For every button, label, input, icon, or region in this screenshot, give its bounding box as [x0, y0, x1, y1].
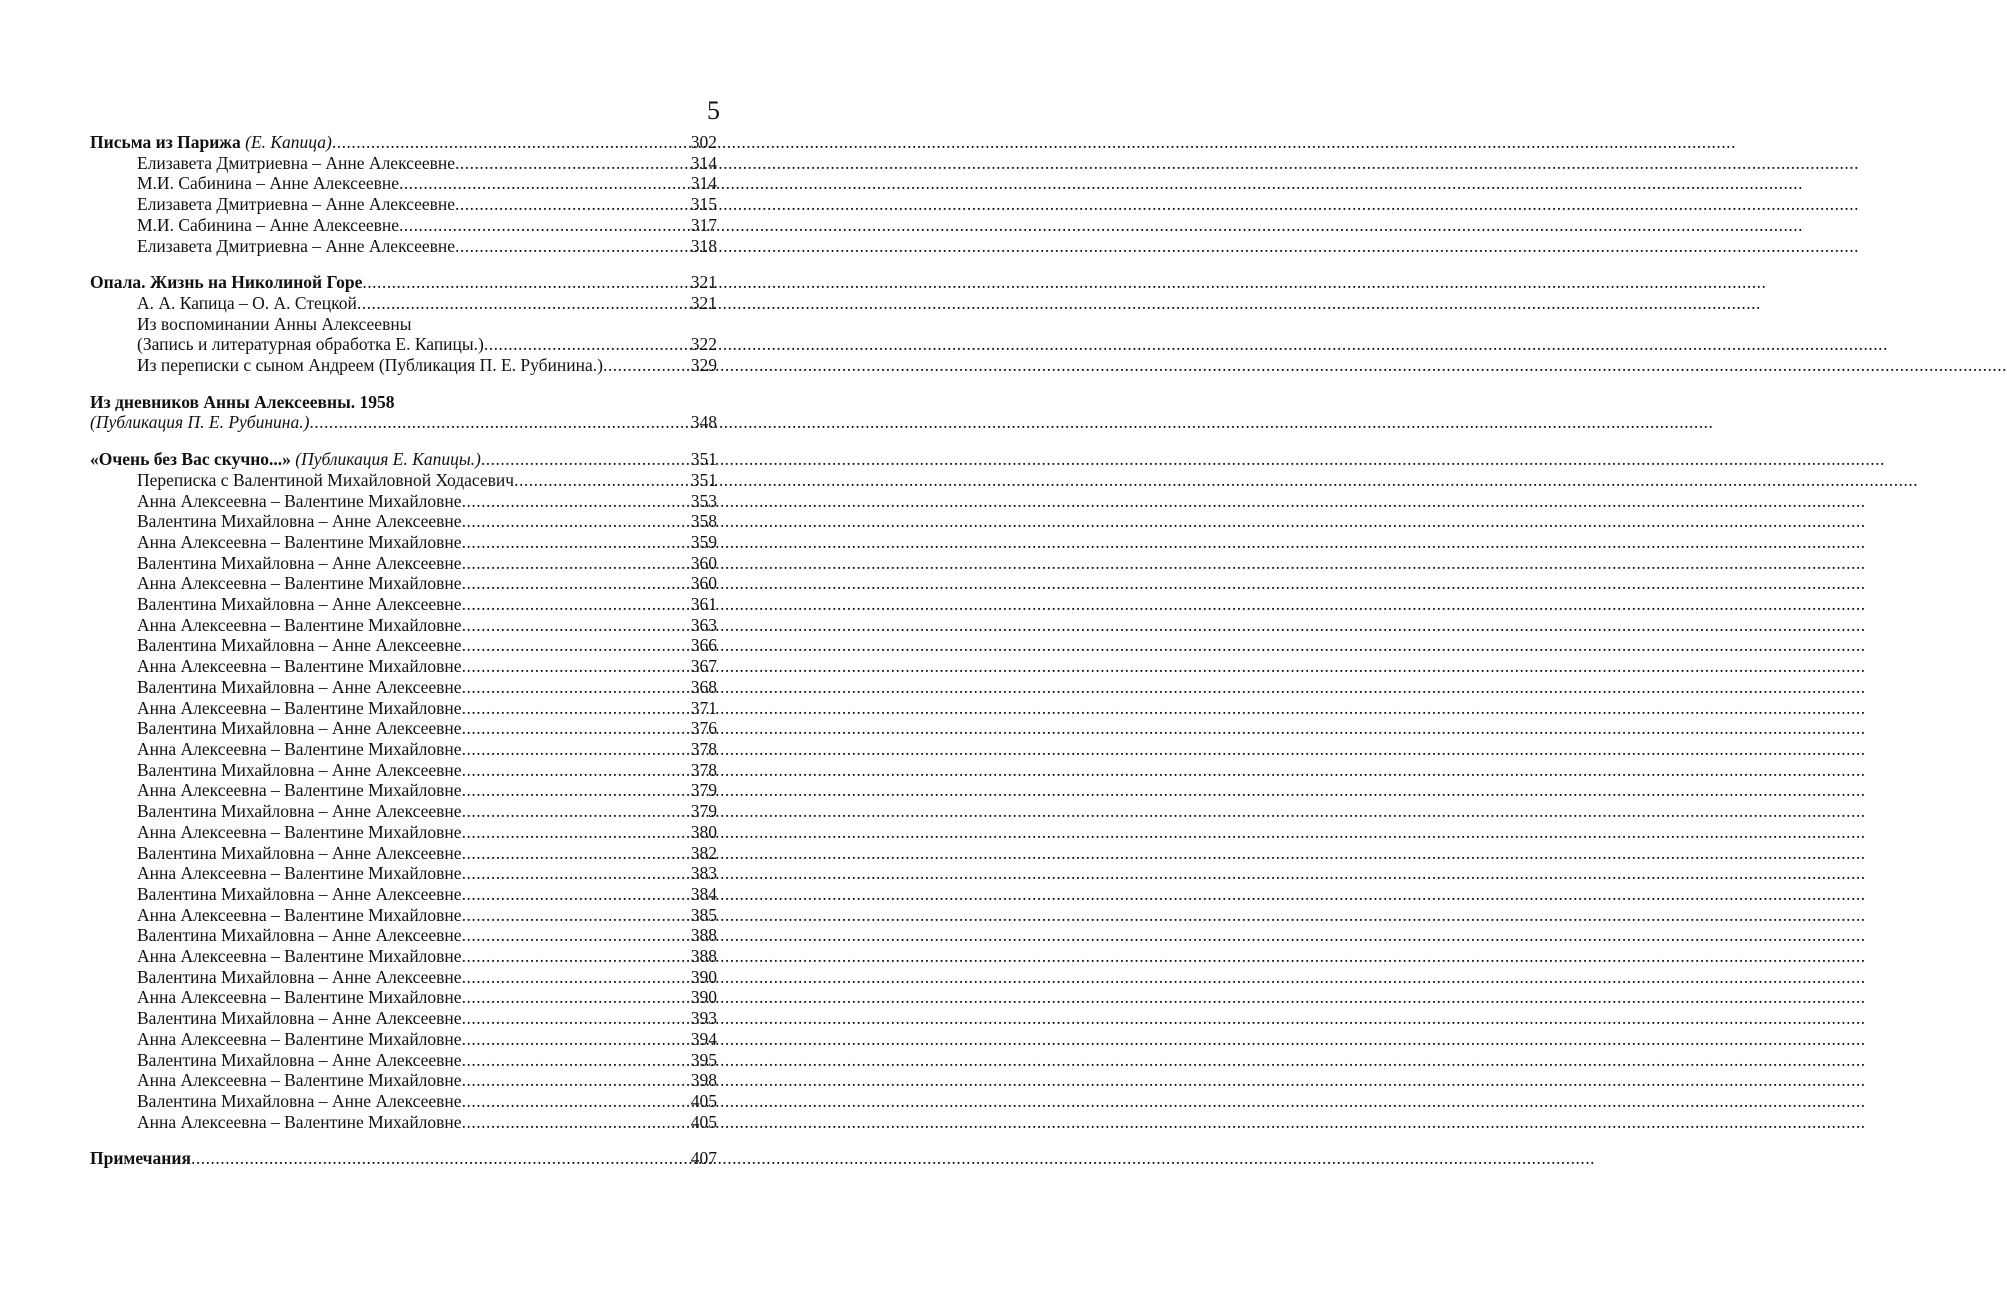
entry-title: Анна Алексеевна – Валентине Михайловне	[137, 1111, 462, 1132]
dot-leader	[462, 925, 689, 946]
dot-leader	[462, 760, 689, 781]
dot-leader	[462, 967, 689, 988]
toc-entry[interactable]	[90, 822, 717, 843]
toc-entry[interactable]	[90, 635, 717, 656]
toc-section-opala[interactable]	[90, 272, 717, 293]
toc-entry[interactable]	[90, 153, 717, 174]
toc-entry[interactable]	[90, 987, 717, 1008]
toc-entry[interactable]	[90, 760, 717, 781]
dot-leader	[462, 884, 689, 905]
toc-entry[interactable]	[90, 884, 717, 905]
dot-leader	[462, 573, 689, 594]
toc-entry[interactable]	[90, 863, 717, 884]
page-ref: 376	[690, 718, 717, 739]
toc-entry[interactable]	[90, 698, 717, 719]
section-title: Примечания	[90, 1148, 191, 1169]
toc-entry[interactable]	[90, 615, 717, 636]
entry-title: Валентина Михайловна – Анне Алексеевне	[137, 1049, 462, 1070]
dot-leader	[462, 801, 689, 822]
toc-entry[interactable]	[90, 573, 717, 594]
entry-title: Валентина Михайловна – Анне Алексеевне	[137, 1090, 462, 1111]
entry-title: Валентина Михайловна – Анне Алексеевне	[137, 594, 462, 615]
toc-entry[interactable]	[90, 718, 717, 739]
page-ref: 379	[690, 780, 717, 801]
page-ref: 314	[690, 173, 717, 194]
toc-section-paris[interactable]	[90, 132, 717, 153]
entry-title: Елизавета Дмитриевна – Анне Алексеевне	[137, 152, 456, 173]
dot-leader	[462, 843, 689, 864]
page-ref: 361	[690, 594, 717, 615]
toc-entry[interactable]	[90, 1050, 717, 1071]
dot-leader	[462, 594, 689, 615]
entry-title: Анна Алексеевна – Валентине Михайловне	[137, 697, 462, 718]
toc-entry[interactable]	[90, 925, 717, 946]
dot-leader	[399, 215, 689, 236]
entry-title: Анна Алексеевна – Валентине Михайловне	[137, 490, 462, 511]
page-ref: 394	[690, 1028, 717, 1049]
page-ref: 321	[690, 272, 717, 293]
page-ref: 384	[690, 883, 717, 904]
entry-title: Валентина Михайловна – Анне Алексеевне	[137, 883, 462, 904]
page-ref: 314	[690, 152, 717, 173]
dot-leader	[462, 615, 689, 636]
dot-leader	[462, 532, 689, 553]
page-ref: 405	[690, 1111, 717, 1132]
toc-section-notes[interactable]	[90, 1148, 717, 1169]
entry-title: Переписка с Валентиной Михайловной Ходасевич	[137, 469, 515, 490]
toc-entry[interactable]	[90, 905, 717, 926]
section-author: (Е. Капица)	[245, 132, 332, 152]
dot-leader	[462, 1029, 689, 1050]
entry-title: Валентина Михайловна – Анне Алексеевне	[137, 635, 462, 656]
toc-entry[interactable]	[90, 491, 717, 512]
entry-title: Анна Алексеевна – Валентине Михайловне	[137, 656, 462, 677]
dot-leader	[462, 698, 689, 719]
entry-title-line[interactable]: Из воспоминании Анны Алексеевны	[137, 313, 412, 334]
toc-entry[interactable]	[90, 843, 717, 864]
entry-title: Валентина Михайловна – Анне Алексеевне	[137, 801, 462, 822]
toc-entry[interactable]	[90, 946, 717, 967]
page-ref: 329	[690, 355, 717, 376]
dot-leader	[462, 1112, 689, 1133]
toc-section-boring[interactable]	[90, 449, 717, 470]
entry-title: Анна Алексеевна – Валентине Михайловне	[137, 531, 462, 552]
dot-leader	[462, 946, 689, 967]
table-of-contents	[90, 132, 717, 1169]
page-ref: 348	[690, 412, 717, 433]
entry-title: Из переписки с сыном Андреем (Публикация П. Е. Рубинина.)	[137, 355, 603, 376]
dot-leader	[462, 739, 689, 760]
toc-entry[interactable]	[90, 511, 717, 532]
entry-title: Анна Алексеевна – Валентине Михайловне	[137, 738, 462, 759]
page-ref: 407	[690, 1148, 717, 1169]
entry-title: Елизавета Дмитриевна – Анне Алексеевне	[137, 194, 456, 215]
page-ref: 388	[690, 925, 717, 946]
entry-title: Валентина Михайловна – Анне Алексеевне	[137, 718, 462, 739]
dot-leader	[455, 194, 689, 215]
entry-title: Валентина Михайловна – Анне Алексеевне	[137, 552, 462, 573]
entry-title: Анна Алексеевна – Валентине Михайловне	[137, 821, 462, 842]
dot-leader	[462, 987, 689, 1008]
page-ref: 351	[690, 449, 717, 470]
dot-leader	[462, 553, 689, 574]
dot-leader	[484, 334, 689, 355]
entry-title: Анна Алексеевна – Валентине Михайловне	[137, 1070, 462, 1091]
dot-leader	[462, 780, 689, 801]
page-ref: 322	[690, 334, 717, 355]
toc-entry[interactable]	[90, 173, 717, 194]
page-ref: 368	[690, 676, 717, 697]
entry-title: Валентина Михайловна – Анне Алексеевне	[137, 966, 462, 987]
dot-leader	[462, 822, 689, 843]
page-ref: 359	[690, 531, 717, 552]
page-ref: 385	[690, 904, 717, 925]
page-ref: 393	[690, 1008, 717, 1029]
page-ref: 315	[690, 194, 717, 215]
page-ref: 379	[690, 801, 717, 822]
entry-title: Анна Алексеевна – Валентине Михайловне	[137, 780, 462, 801]
toc-entry[interactable]	[90, 1029, 717, 1050]
entry-title: Валентина Михайловна – Анне Алексеевне	[137, 511, 462, 532]
dot-leader	[455, 153, 689, 174]
entry-title: М.И. Сабинина – Анне Алексеевне	[137, 214, 400, 235]
toc-entry[interactable]	[90, 470, 717, 491]
toc-entry[interactable]	[90, 194, 717, 215]
toc-entry[interactable]	[90, 780, 717, 801]
dot-leader	[455, 236, 689, 257]
toc-entry[interactable]	[90, 532, 717, 553]
dot-leader	[462, 905, 689, 926]
entry-title: Анна Алексеевна – Валентине Михайловне	[137, 863, 462, 884]
page-ref: 378	[690, 738, 717, 759]
page-ref: 371	[690, 697, 717, 718]
entry-title: А. А. Капица – О. А. Стецкой	[137, 292, 357, 313]
dot-leader	[462, 677, 689, 698]
entry-title: Елизавета Дмитриевна – Анне Алексеевне	[137, 235, 456, 256]
dot-leader	[462, 656, 689, 677]
toc-section-diaries-sub[interactable]	[90, 412, 717, 433]
page-ref: 380	[690, 821, 717, 842]
entry-title: Анна Алексеевна – Валентине Михайловне	[137, 1028, 462, 1049]
page-ref: 395	[690, 1049, 717, 1070]
entry-title: Валентина Михайловна – Анне Алексеевне	[137, 759, 462, 780]
entry-title: Анна Алексеевна – Валентине Михайловне	[137, 614, 462, 635]
page-ref: 378	[690, 759, 717, 780]
page-ref: 363	[690, 614, 717, 635]
dot-leader	[462, 511, 689, 532]
dot-leader	[462, 1050, 689, 1071]
dot-leader	[514, 470, 689, 491]
page-ref: 358	[690, 511, 717, 532]
entry-title: Валентина Михайловна – Анне Алексеевне	[137, 1008, 462, 1029]
toc-entry[interactable]	[90, 334, 717, 355]
toc-entry[interactable]	[90, 967, 717, 988]
dot-leader	[362, 272, 688, 293]
dot-leader	[191, 1148, 689, 1169]
page-ref: 360	[690, 573, 717, 594]
section-subtitle: (Публикация П. Е. Рубинина.)	[90, 412, 310, 433]
page-ref: 317	[690, 214, 717, 235]
section-title: Письма из Парижа	[90, 132, 241, 152]
page-ref: 405	[690, 1090, 717, 1111]
toc-entry[interactable]	[90, 215, 717, 236]
entry-title: М.И. Сабинина – Анне Алексеевне	[137, 173, 400, 194]
dot-leader	[399, 173, 689, 194]
dot-leader	[462, 1091, 689, 1112]
dot-leader	[462, 491, 689, 512]
toc-entry[interactable]	[90, 801, 717, 822]
toc-entry[interactable]	[90, 355, 717, 376]
dot-leader	[462, 1070, 689, 1091]
page-ref: 321	[690, 292, 717, 313]
page-ref: 388	[690, 946, 717, 967]
dot-leader	[462, 635, 689, 656]
page-ref: 383	[690, 863, 717, 884]
entry-title: Валентина Михайловна – Анне Алексеевне	[137, 676, 462, 697]
dot-leader	[332, 132, 689, 153]
toc-section-diaries[interactable]: Из дневников Анны Алексеевны. 1958	[90, 391, 395, 412]
page-ref: 366	[690, 635, 717, 656]
entry-title: (Запись и литературная обработка Е. Капицы.)	[137, 334, 484, 355]
toc-entry[interactable]	[90, 553, 717, 574]
page-ref: 398	[690, 1070, 717, 1091]
toc-entry[interactable]	[90, 656, 717, 677]
dot-leader	[462, 1008, 689, 1029]
toc-entry[interactable]	[90, 594, 717, 615]
toc-entry[interactable]	[90, 1008, 717, 1029]
dot-leader	[357, 293, 689, 314]
page-ref: 390	[690, 966, 717, 987]
page-ref: 382	[690, 842, 717, 863]
page-ref: 318	[690, 235, 717, 256]
dot-leader	[309, 412, 688, 433]
dot-leader	[481, 449, 689, 470]
page-ref: 360	[690, 552, 717, 573]
toc-entry[interactable]	[90, 236, 717, 257]
entry-title: Валентина Михайловна – Анне Алексеевне	[137, 925, 462, 946]
toc-entry[interactable]	[90, 293, 717, 314]
toc-entry[interactable]	[90, 739, 717, 760]
section-author: (Публикация Е. Капицы.)	[295, 449, 481, 470]
toc-entry[interactable]	[90, 1112, 717, 1133]
dot-leader	[462, 863, 689, 884]
section-title: «Очень без Вас скучно...»	[90, 449, 291, 470]
entry-title: Анна Алексеевна – Валентине Михайловне	[137, 904, 462, 925]
page-ref: 302	[690, 132, 717, 152]
page-ref: 367	[690, 656, 717, 677]
page-number: 5	[707, 96, 720, 125]
entry-title: Анна Алексеевна – Валентине Михайловне	[137, 946, 462, 967]
page-ref: 353	[690, 490, 717, 511]
entry-title: Анна Алексеевна – Валентине Михайловне	[137, 573, 462, 594]
entry-title: Валентина Михайловна – Анне Алексеевне	[137, 842, 462, 863]
toc-entry[interactable]	[90, 677, 717, 698]
page-ref: 390	[690, 987, 717, 1008]
dot-leader	[603, 355, 689, 376]
toc-entry[interactable]	[90, 1091, 717, 1112]
page-ref: 351	[690, 469, 717, 490]
entry-title: Анна Алексеевна – Валентине Михайловне	[137, 987, 462, 1008]
dot-leader	[462, 718, 689, 739]
toc-entry[interactable]	[90, 1070, 717, 1091]
section-title: Опала. Жизнь на Николиной Горе	[90, 272, 363, 293]
